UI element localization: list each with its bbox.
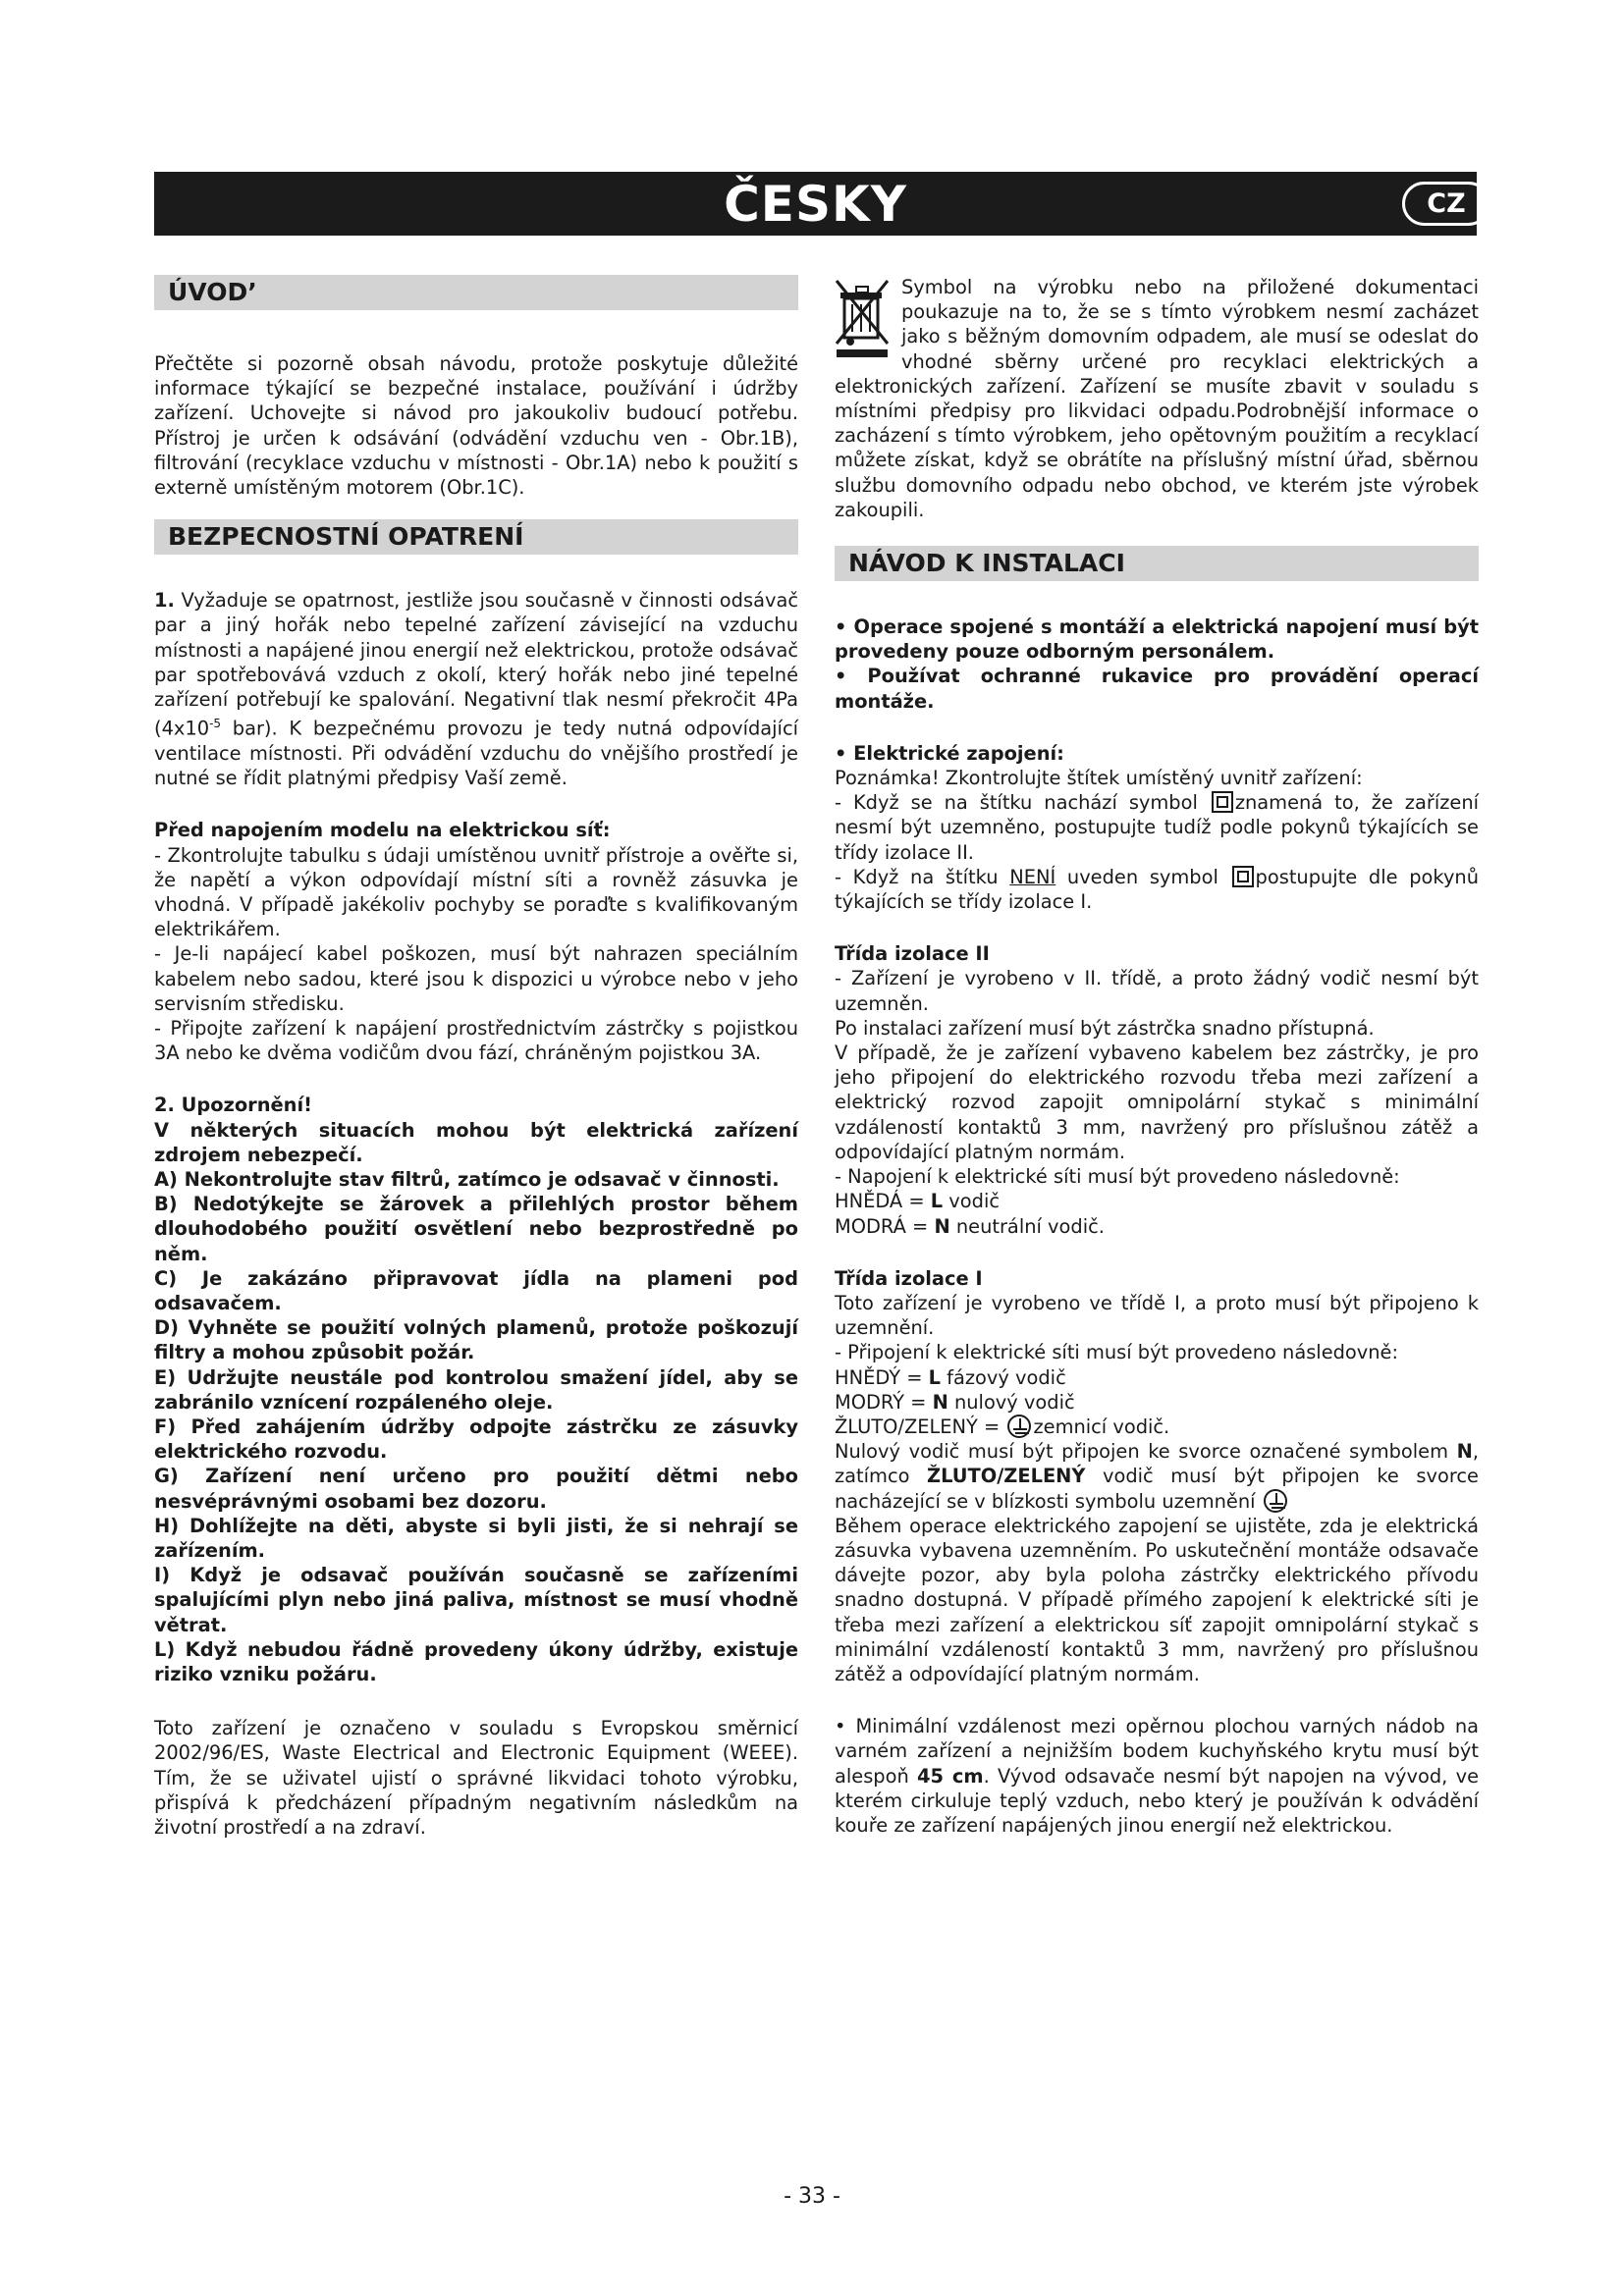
class1-terminal-paragraph <box>835 1439 1479 1514</box>
electrical-connection-heading: • Elektrické zapojení: <box>835 741 1064 765</box>
electrical-line-class2 <box>835 790 1479 865</box>
elec-line1-end: znamená to, že zařízení nesmí být uzemněno, postupujte tudíž podle pokynů týkajících se třídy izolace II. <box>835 791 1479 864</box>
wire-desc: vodič <box>943 1190 1001 1213</box>
class2-paragraph: V případě, že je zařízení vybaveno kabelem bez zástrčky, je pro jeho připojení do elektrického rozvodu třeba mezi zařízení a elektrický rozvod zapojit omnipolární stykač s minimální vzdáleností kontaktů 3 mm, navržený pro příslušnou zátěž a odpovídající platným normám. <box>835 1041 1479 1163</box>
install-bullet: • Operace spojené s montáží a elektrická napojení musí být provedeny pouze odborným personálem. <box>835 615 1479 664</box>
class2-blue-wire <box>835 1214 1479 1239</box>
safety-item-1-text: Vyžaduje se opatrnost, jestliže jsou současně v činnosti odsávač par a jiný hořák nebo tepelné zařízení závisející na vzduchu místnosti a napájené jinou energií než elektrickou, protože odsávač par spotřebovává vzduch z okolí, který hořák nebo jiné tepelné zařízení potřebují ke spalování. Negativní tlak nesmí překročit 4Pa (4x10 <box>154 589 798 740</box>
min-distance-text: . Vývod odsavače nesmí být napojen na vývod, ve kterém cirkuluje teplý vzduch, nebo který je používán k odvádění kouře ze zařízení napájených jinou energií než elektrickou. <box>835 1764 1479 1837</box>
terminal-text: Nulový vodič musí být připojen ke svorce označené symbolem <box>835 1440 1457 1464</box>
minimum-distance-paragraph <box>835 1714 1479 1838</box>
language-title: ČESKY <box>724 176 907 233</box>
class2-paragraph: Po instalaci zařízení musí být zástrčka snadno přístupná. <box>835 1016 1375 1040</box>
class2-brown-wire <box>835 1189 1479 1213</box>
warning-item: E) Udržujte neustále pod kontrolou smažení jídel, aby se zabránilo vznícení rozpáleného oleje. <box>154 1365 798 1414</box>
language-header-bar <box>154 172 1477 236</box>
wire-code: L <box>928 1365 941 1389</box>
before-connection-heading: Před napojením modelu na elektrickou síť: <box>154 819 611 842</box>
class2-paragraph: - Zařízení je vyrobeno v II. třídě, a proto žádný vodič nesmí být uzemněn. <box>835 967 1479 1015</box>
weee-directive-paragraph: Toto zařízení je označeno v souladu s Evropskou směrnicí 2002/96/ES, Waste Electrical and Electronic Equipment (WEEE). Tím, že se uživatel ujistí o správné likvidaci tohoto výrobku, přispívá k předcházení případným negativním následkům na životní prostředí a na zdraví. <box>154 1717 798 1840</box>
wire-desc: nulový vodič <box>947 1390 1075 1414</box>
weee-block <box>835 275 1479 522</box>
pressure-exponent: -5 <box>209 717 222 731</box>
wire-label: HNĚDÝ = <box>835 1365 929 1389</box>
left-column <box>154 275 798 1840</box>
class1-yellow-green-wire <box>835 1415 1479 1439</box>
min-distance-text: • Minimální vzdálenost mezi opěrnou plochou varných nádob na varném zařízení a nejnižším bodem kuchyňského krytu musí být alespoň <box>835 1715 1479 1788</box>
double-insulation-icon <box>1232 866 1254 887</box>
warning-item: D) Vyhněte se použití volných plamenů, protože poškozují filtry a mohou způsobit požár. <box>154 1316 798 1364</box>
safety-item-1-number: 1. <box>154 589 175 613</box>
right-column <box>835 275 1479 1838</box>
class1-paragraph: Toto zařízení je vyrobeno ve třídě I, a proto musí být připojeno k uzemnění. <box>835 1291 1479 1340</box>
section-heading-safety: BEZPECNOSTNÍ OPATRENÍ <box>154 519 798 555</box>
min-distance-value: 45 cm <box>917 1764 984 1788</box>
safety-item-1 <box>154 588 798 790</box>
warning-item: A) Nekontrolujte stav filtrů, zatímco je odsavač v činnosti. <box>154 1167 780 1191</box>
class1-brown-wire <box>835 1365 1479 1390</box>
class1-blue-wire <box>835 1390 1479 1415</box>
warning-heading: 2. Upozornění! <box>154 1094 312 1117</box>
weee-symbol-paragraph: Symbol na výrobku nebo na přiložené dokumentaci poukazuje na to, že se s tímto výrobkem nesmí zacházet jako s běžným domovním odpadem, ale musí se odeslat do vhodné sběrny určené pro recyklaci elektrických a elektronických zařízení. Zařízení se musíte zbavit v souladu s místními předpisy pro likvidaci odpadu.Podrobnější informace o zacházení s tímto výrobkem, jeho opětovným použitím a recyklací můžete získat, když se obrátíte na příslušný místní úřad, sběrnou službu domovního odpadu nebo obchod, ve kterém jste výrobek zakoupili. <box>835 276 1479 521</box>
before-connection-item: - Je-li napájecí kabel poškozen, musí být nahrazen speciálním kabelem nebo sadou, které jsou k dispozici u výrobce nebo v jeho servisním středisku. <box>154 942 798 1015</box>
warning-item: L) Když nebudou řádně provedeny úkony údržby, existuje riziko vzniku požáru. <box>154 1637 798 1686</box>
warning-item: F) Před zahájením údržby odpojte zástrčku ze zásuvky elektrického rozvodu. <box>154 1415 798 1464</box>
elec-line2-start: - Když na štítku <box>835 865 1010 888</box>
wire-code: N <box>934 1214 950 1238</box>
electrical-line-class1 <box>835 865 1479 914</box>
warning-subheading: V některých situacích mohou být elektrická zařízení zdrojem nebezpečí. <box>154 1118 798 1166</box>
class1-paragraph: - Připojení k elektrické síti musí být provedeno následovně: <box>835 1341 1399 1364</box>
section-heading-intro: ÚVOD’ <box>154 275 798 310</box>
electrical-note: Poznámka! Zkontrolujte štítek umístěný uvnitř zařízení: <box>835 767 1363 790</box>
warning-item: G) Zařízení není určeno pro použití dětmi nebo nesvéprávnými osobami bez dozoru. <box>154 1465 798 1513</box>
crossed-out-bin-icon <box>835 275 892 357</box>
elec-line2-underlined: NENÍ <box>1009 865 1056 888</box>
section-heading-installation: NÁVOD K INSTALACI <box>835 546 1479 581</box>
class2-heading: Třída izolace II <box>835 942 990 966</box>
terminal-text: , zatímco <box>835 1440 1479 1488</box>
wire-desc: fázový vodič <box>941 1365 1066 1389</box>
wire-label: MODRÝ = <box>835 1390 933 1414</box>
elec-line1-start: - Když se na štítku nachází symbol <box>835 791 1210 815</box>
warning-item: H) Dohlížejte na děti, abyste si byli jisti, že si nehrají se zařízením. <box>154 1514 798 1562</box>
warning-item: B) Nedotýkejte se žárovek a přilehlých prostor během dlouhodobého použití osvětlení nebo bezprostředně po něm. <box>154 1193 798 1265</box>
wire-label: ŽLUTO/ZELENÝ = <box>835 1415 1006 1438</box>
wire-label: HNĚDÁ = <box>835 1190 931 1213</box>
terminal-text: vodič musí být připojen ke svorce nacházející se v blízkosti symbolu uzemnění <box>835 1465 1479 1513</box>
warning-item: C) Je zakázáno připravovat jídla na plameni pod odsavačem. <box>154 1266 798 1314</box>
country-badge: CZ <box>1402 182 1490 226</box>
wire-label: MODRÁ = <box>835 1214 935 1238</box>
warning-item: I) Když je odsavač používán současně se zařízeními spalujícími plyn nebo jiná paliva, místnost se musí vhodně větrat. <box>154 1564 798 1636</box>
wire-desc: zemnicí vodič. <box>1033 1415 1170 1438</box>
ground-icon <box>1264 1489 1287 1513</box>
elec-line2-end: postupujte dle pokynů týkajících se třídy izolace I. <box>835 865 1480 914</box>
class2-paragraph: - Napojení k elektrické síti musí být provedeno následovně: <box>835 1165 1400 1189</box>
wire-code: L <box>930 1190 944 1213</box>
class1-paragraph: Během operace elektrického zapojení se ujistěte, zda je elektrická zásuvka vybavena uzemněním. Po uskutečnění montáže odsavače dávejte pozor, aby byla poloha zástrčky elektrického přívodu snadno dostupná. V případě přímého zapojení k elektrické síti je třeba mezi zařízení a elektrickou síť zapojit omnipolární stykač s minimální vzdáleností kontaktů 3 mm, navržený pro příslušnou zátěž a odpovídající platným normám. <box>835 1514 1479 1685</box>
intro-paragraph: Přečtěte si pozorně obsah návodu, protože poskytuje důležité informace týkající se bezpečné instalace, používání i údržby zařízení. Uchovejte si návod pro jakoukoliv budoucí potřebu. Přístroj je určen k odsávání (odvádění vzduchu ven - Obr.1B), filtrování (recyklace vzduchu v místnosti - Obr.1A) nebo k použití s externě umístěným motorem (Obr.1C). <box>154 352 798 500</box>
ground-icon <box>1007 1415 1031 1438</box>
elec-line2-mid: uveden symbol <box>1056 865 1230 888</box>
wire-code: N <box>932 1390 948 1414</box>
double-insulation-icon <box>1212 791 1233 813</box>
install-bullet: • Používat ochranné rukavice pro provádění operací montáže. <box>835 665 1479 713</box>
class1-heading: Třída izolace I <box>835 1266 983 1290</box>
terminal-code: N <box>1456 1440 1473 1464</box>
safety-item-1-tail: bar). K bezpečnému provozu je tedy nutná odpovídající ventilace místnosti. Při odvádění vzduchu do vnějšího prostředí je nutné se řídit platnými předpisy Vaší země. <box>154 717 798 790</box>
before-connection-item: - Zkontrolujte tabulku s údaji umístěnou uvnitř přístroje a ověřte si, že napětí a výkon odpovídají místní síti a rovněž zásuvka je vhodná. V případě jakékoliv pochyby se poraďte s kvalifikovaným elektrikářem. <box>154 843 798 941</box>
before-connection-item: - Připojte zařízení k napájení prostřednictvím zástrčky s pojistkou 3A nebo ke dvěma vodičům dvou fází, chráněným pojistkou 3A. <box>154 1016 798 1065</box>
terminal-code: ŽLUTO/ZELENÝ <box>927 1465 1086 1488</box>
wire-desc: neutrální vodič. <box>949 1214 1105 1238</box>
page-number: - 33 - <box>784 2184 840 2209</box>
